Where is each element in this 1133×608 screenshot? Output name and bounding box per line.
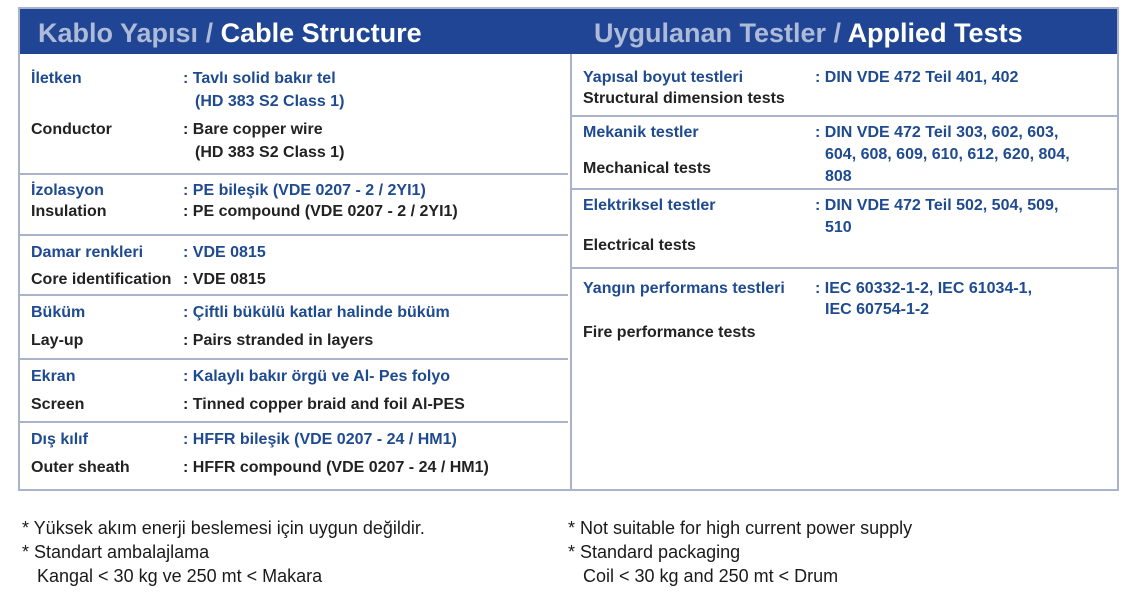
fire-performance-value: : IEC 60332-1-2, IEC 61034-1, [815, 280, 1033, 297]
table-header [20, 9, 1117, 54]
applied-tests-column [570, 54, 1117, 489]
conductor-label-tr: İletken [31, 70, 82, 87]
structure-row-core-identification [20, 234, 568, 296]
applied-tests-heading [594, 18, 1023, 48]
note-en-3: Coil < 30 kg and 250 mt < Drum [583, 566, 839, 586]
core-identification-label-tr: Damar renkleri [31, 244, 144, 261]
structure-row-screen [20, 358, 568, 422]
insulation-label-en: Insulation [31, 203, 107, 220]
applied-tests-heading-tr: Uygulanan Testler / [594, 18, 848, 48]
lay-up-label-tr: Büküm [31, 304, 86, 321]
structure-row-lay-up [20, 294, 568, 358]
mechanical-label-en: Mechanical tests [583, 160, 712, 177]
note-tr-1: * Yüksek akım enerji beslemesi için uygun değildir. [22, 518, 425, 538]
insulation-value-en: : PE compound (VDE 0207 - 2 / 2YI1) [183, 203, 458, 220]
fire-performance-value-2: IEC 60754-1-2 [825, 301, 930, 318]
outer-sheath-value-en: : HFFR compound (VDE 0207 - 24 / HM1) [183, 459, 489, 476]
conductor-label-en: Conductor [31, 121, 112, 138]
structural-dimension-value: : DIN VDE 472 Teil 401, 402 [815, 69, 1019, 86]
lay-up-label-en: Lay-up [31, 332, 84, 349]
outer-sheath-label-en: Outer sheath [31, 459, 130, 476]
mechanical-value-2: 604, 608, 609, 610, 612, 620, 804, [825, 146, 1070, 163]
structure-row-outer-sheath [20, 421, 568, 493]
cable-structure-heading-tr: Kablo Yapısı / [38, 18, 221, 48]
notes-turkish [22, 516, 425, 588]
note-tr-2: * Standart ambalajlama [22, 542, 210, 562]
note-en-1: * Not suitable for high current power supply [568, 518, 913, 538]
test-row-mechanical [572, 115, 1117, 189]
electrical-value-2: 510 [825, 219, 852, 236]
mechanical-label-tr: Mekanik testler [583, 124, 699, 141]
mechanical-value-3: 808 [825, 168, 852, 185]
conductor-value-en: : Bare copper wire [183, 121, 323, 138]
fire-performance-label-tr: Yangın performans testleri [583, 280, 785, 297]
insulation-label-tr: İzolasyon [31, 182, 104, 199]
electrical-value: : DIN VDE 472 Teil 502, 504, 509, [815, 197, 1059, 214]
structural-dimension-label-en: Structural dimension tests [583, 90, 785, 107]
fire-performance-label-en: Fire performance tests [583, 324, 756, 341]
cable-structure-heading-en: Cable Structure [220, 18, 422, 48]
cable-structure-column [20, 54, 568, 489]
cable-structure-heading [38, 18, 422, 48]
insulation-value-tr: : PE bileşik (VDE 0207 - 2 / 2YI1) [183, 182, 426, 199]
spec-table [18, 7, 1119, 491]
test-row-fire-performance [572, 267, 1117, 369]
screen-value-tr: : Kalaylı bakır örgü ve Al- Pes folyo [183, 368, 451, 385]
electrical-label-tr: Elektriksel testler [583, 197, 716, 214]
screen-label-en: Screen [31, 396, 85, 413]
structural-dimension-label-tr: Yapısal boyut testleri [583, 69, 744, 86]
core-identification-label-en: Core identification [31, 271, 172, 288]
electrical-label-en: Electrical tests [583, 237, 696, 254]
test-row-electrical [572, 188, 1117, 268]
conductor-value-tr-2: (HD 383 S2 Class 1) [195, 93, 345, 110]
conductor-value-tr: : Tavlı solid bakır tel [183, 70, 336, 87]
note-en-2: * Standard packaging [568, 542, 741, 562]
note-tr-3: Kangal < 30 kg ve 250 mt < Makara [37, 566, 323, 586]
outer-sheath-label-tr: Dış kılıf [31, 431, 88, 448]
structure-row-conductor [20, 54, 568, 167]
mechanical-value: : DIN VDE 472 Teil 303, 602, 603, [815, 124, 1059, 141]
lay-up-value-en: : Pairs stranded in layers [183, 332, 374, 349]
core-identification-value-en: : VDE 0815 [183, 271, 266, 288]
notes-english [568, 516, 912, 588]
structure-row-insulation [20, 173, 568, 235]
core-identification-value-tr: : VDE 0815 [183, 244, 266, 261]
outer-sheath-value-tr: : HFFR bileşik (VDE 0207 - 24 / HM1) [183, 431, 457, 448]
test-row-structural-dimension [572, 54, 1117, 114]
applied-tests-heading-en: Applied Tests [847, 18, 1023, 48]
screen-value-en: : Tinned copper braid and foil Al-PES [183, 396, 465, 413]
conductor-value-en-2: (HD 383 S2 Class 1) [195, 144, 345, 161]
lay-up-value-tr: : Çiftli bükülü katlar halinde büküm [183, 304, 450, 321]
screen-label-tr: Ekran [31, 368, 76, 385]
